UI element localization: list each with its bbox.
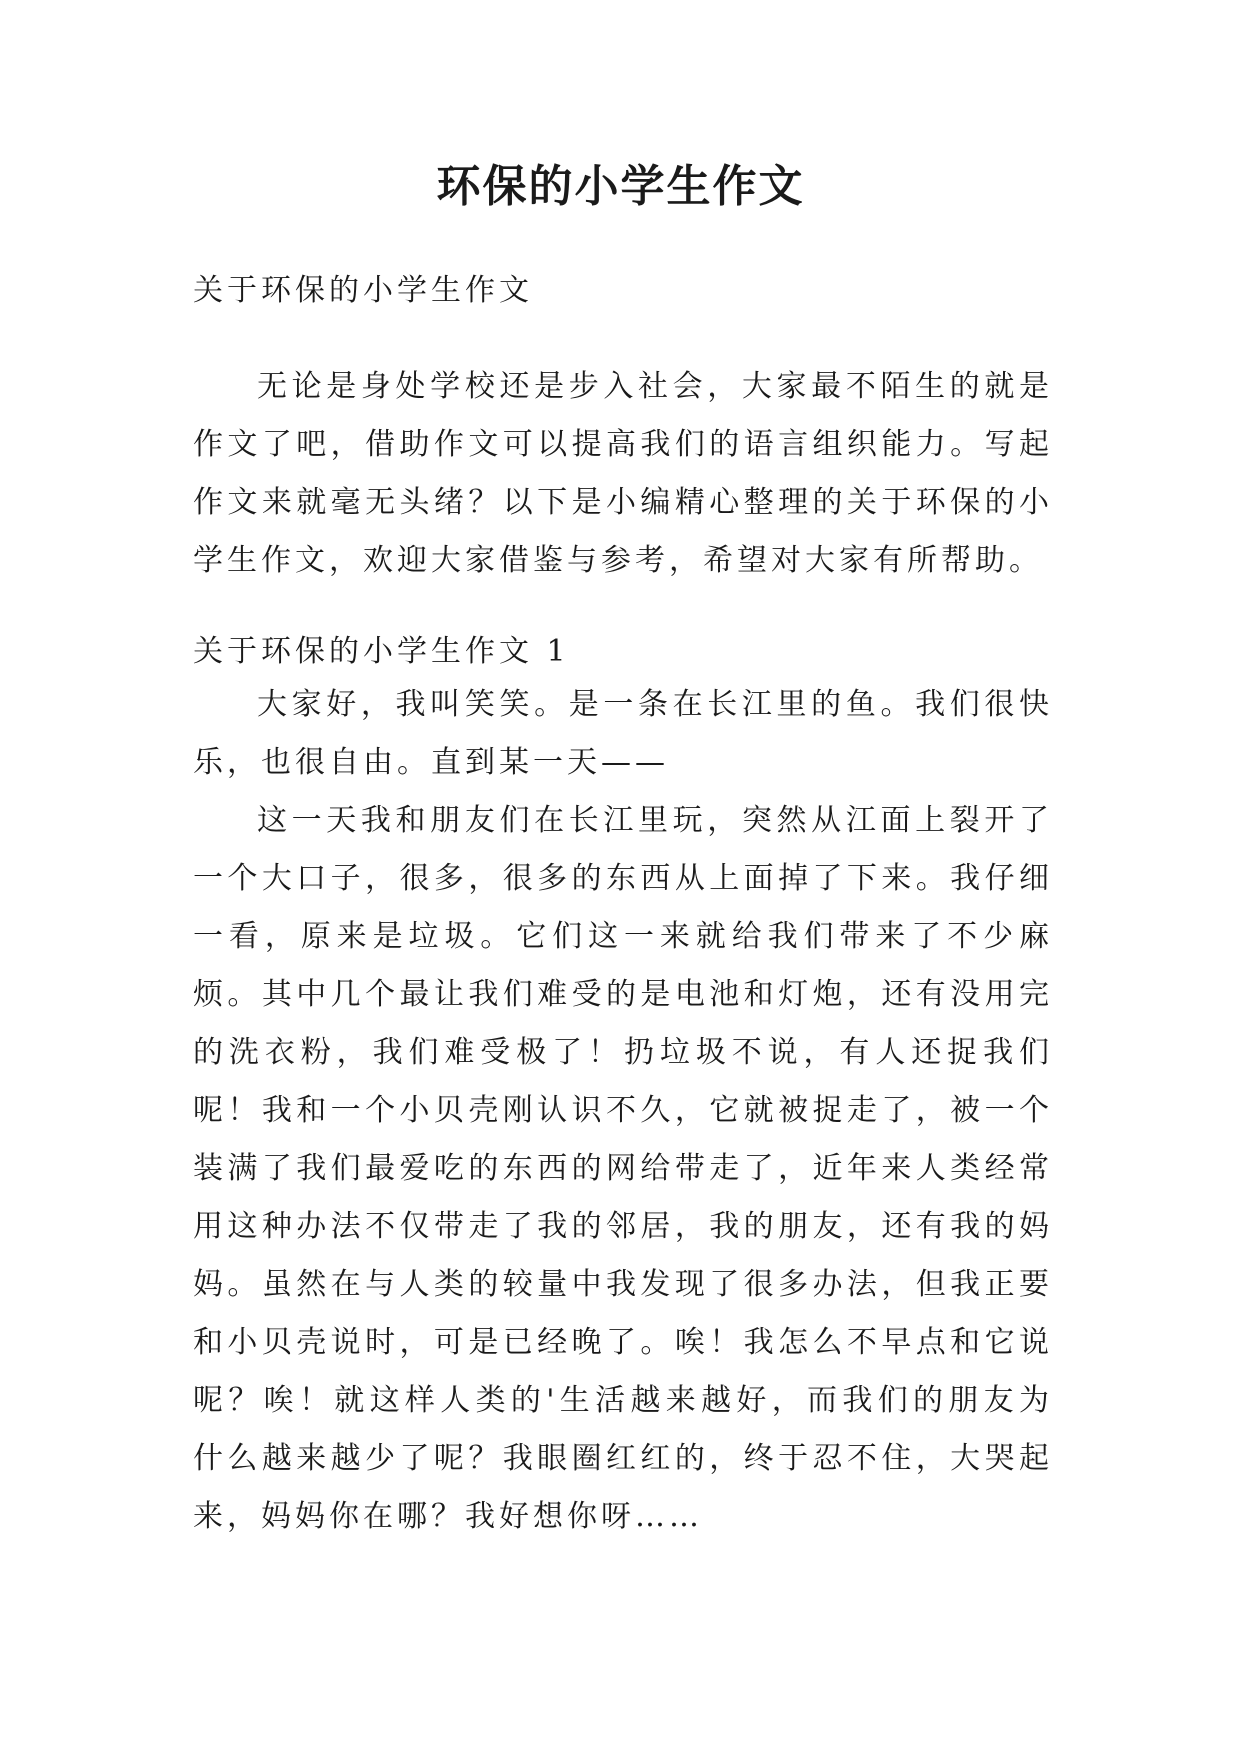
document-title: 环保的小学生作文 xyxy=(436,161,805,212)
section1-paragraph-2: 这一天我和朋友们在长江里玩，突然从江面上裂开了一个大口子，很多，很多的东西从上面掉了下来。我仔细一看，原来是垃圾。它们这一来就给我们带来了不少麻烦。其中几个最让我们难受的是电池和灯炮，还有没用完的洗衣粉，我们难受极了！扔垃圾不说，有人还捉我们呢！我和一个小贝壳刚认识不久，它就被捉走了，被一个装满了我们最爱吃的东西的网给带走了，近年来人类经常用这种办法不仅带走了我的邻居，我的朋友，还有我的妈妈。虽然在与人类的较量中我发现了很多办法，但我正要和小贝壳说时，可是已经晚了。唉！我怎么不早点和它说呢？唉！就这样人类的'生活越来越好，而我们的朋友为什么越来越少了呢？我眼圈红红的，终于忍不住，大哭起来，妈妈你在哪？我好想你呀…… xyxy=(193,803,1053,1534)
section-heading-1: 关于环保的小学生作文 1 xyxy=(193,634,570,669)
intro-paragraph: 无论是身处学校还是步入社会，大家最不陌生的就是作文了吧，借助作文可以提高我们的语言组织能力。写起作文来就毫无头绪？以下是小编精心整理的关于环保的小学生作文，欢迎大家借鉴与参考，希望对大家有所帮助。 xyxy=(193,369,1053,578)
subtitle: 关于环保的小学生作文 xyxy=(193,273,533,308)
section1-paragraph-1: 大家好，我叫笑笑。是一条在长江里的鱼。我们很快乐，也很自由。直到某一天—— xyxy=(193,687,1053,780)
